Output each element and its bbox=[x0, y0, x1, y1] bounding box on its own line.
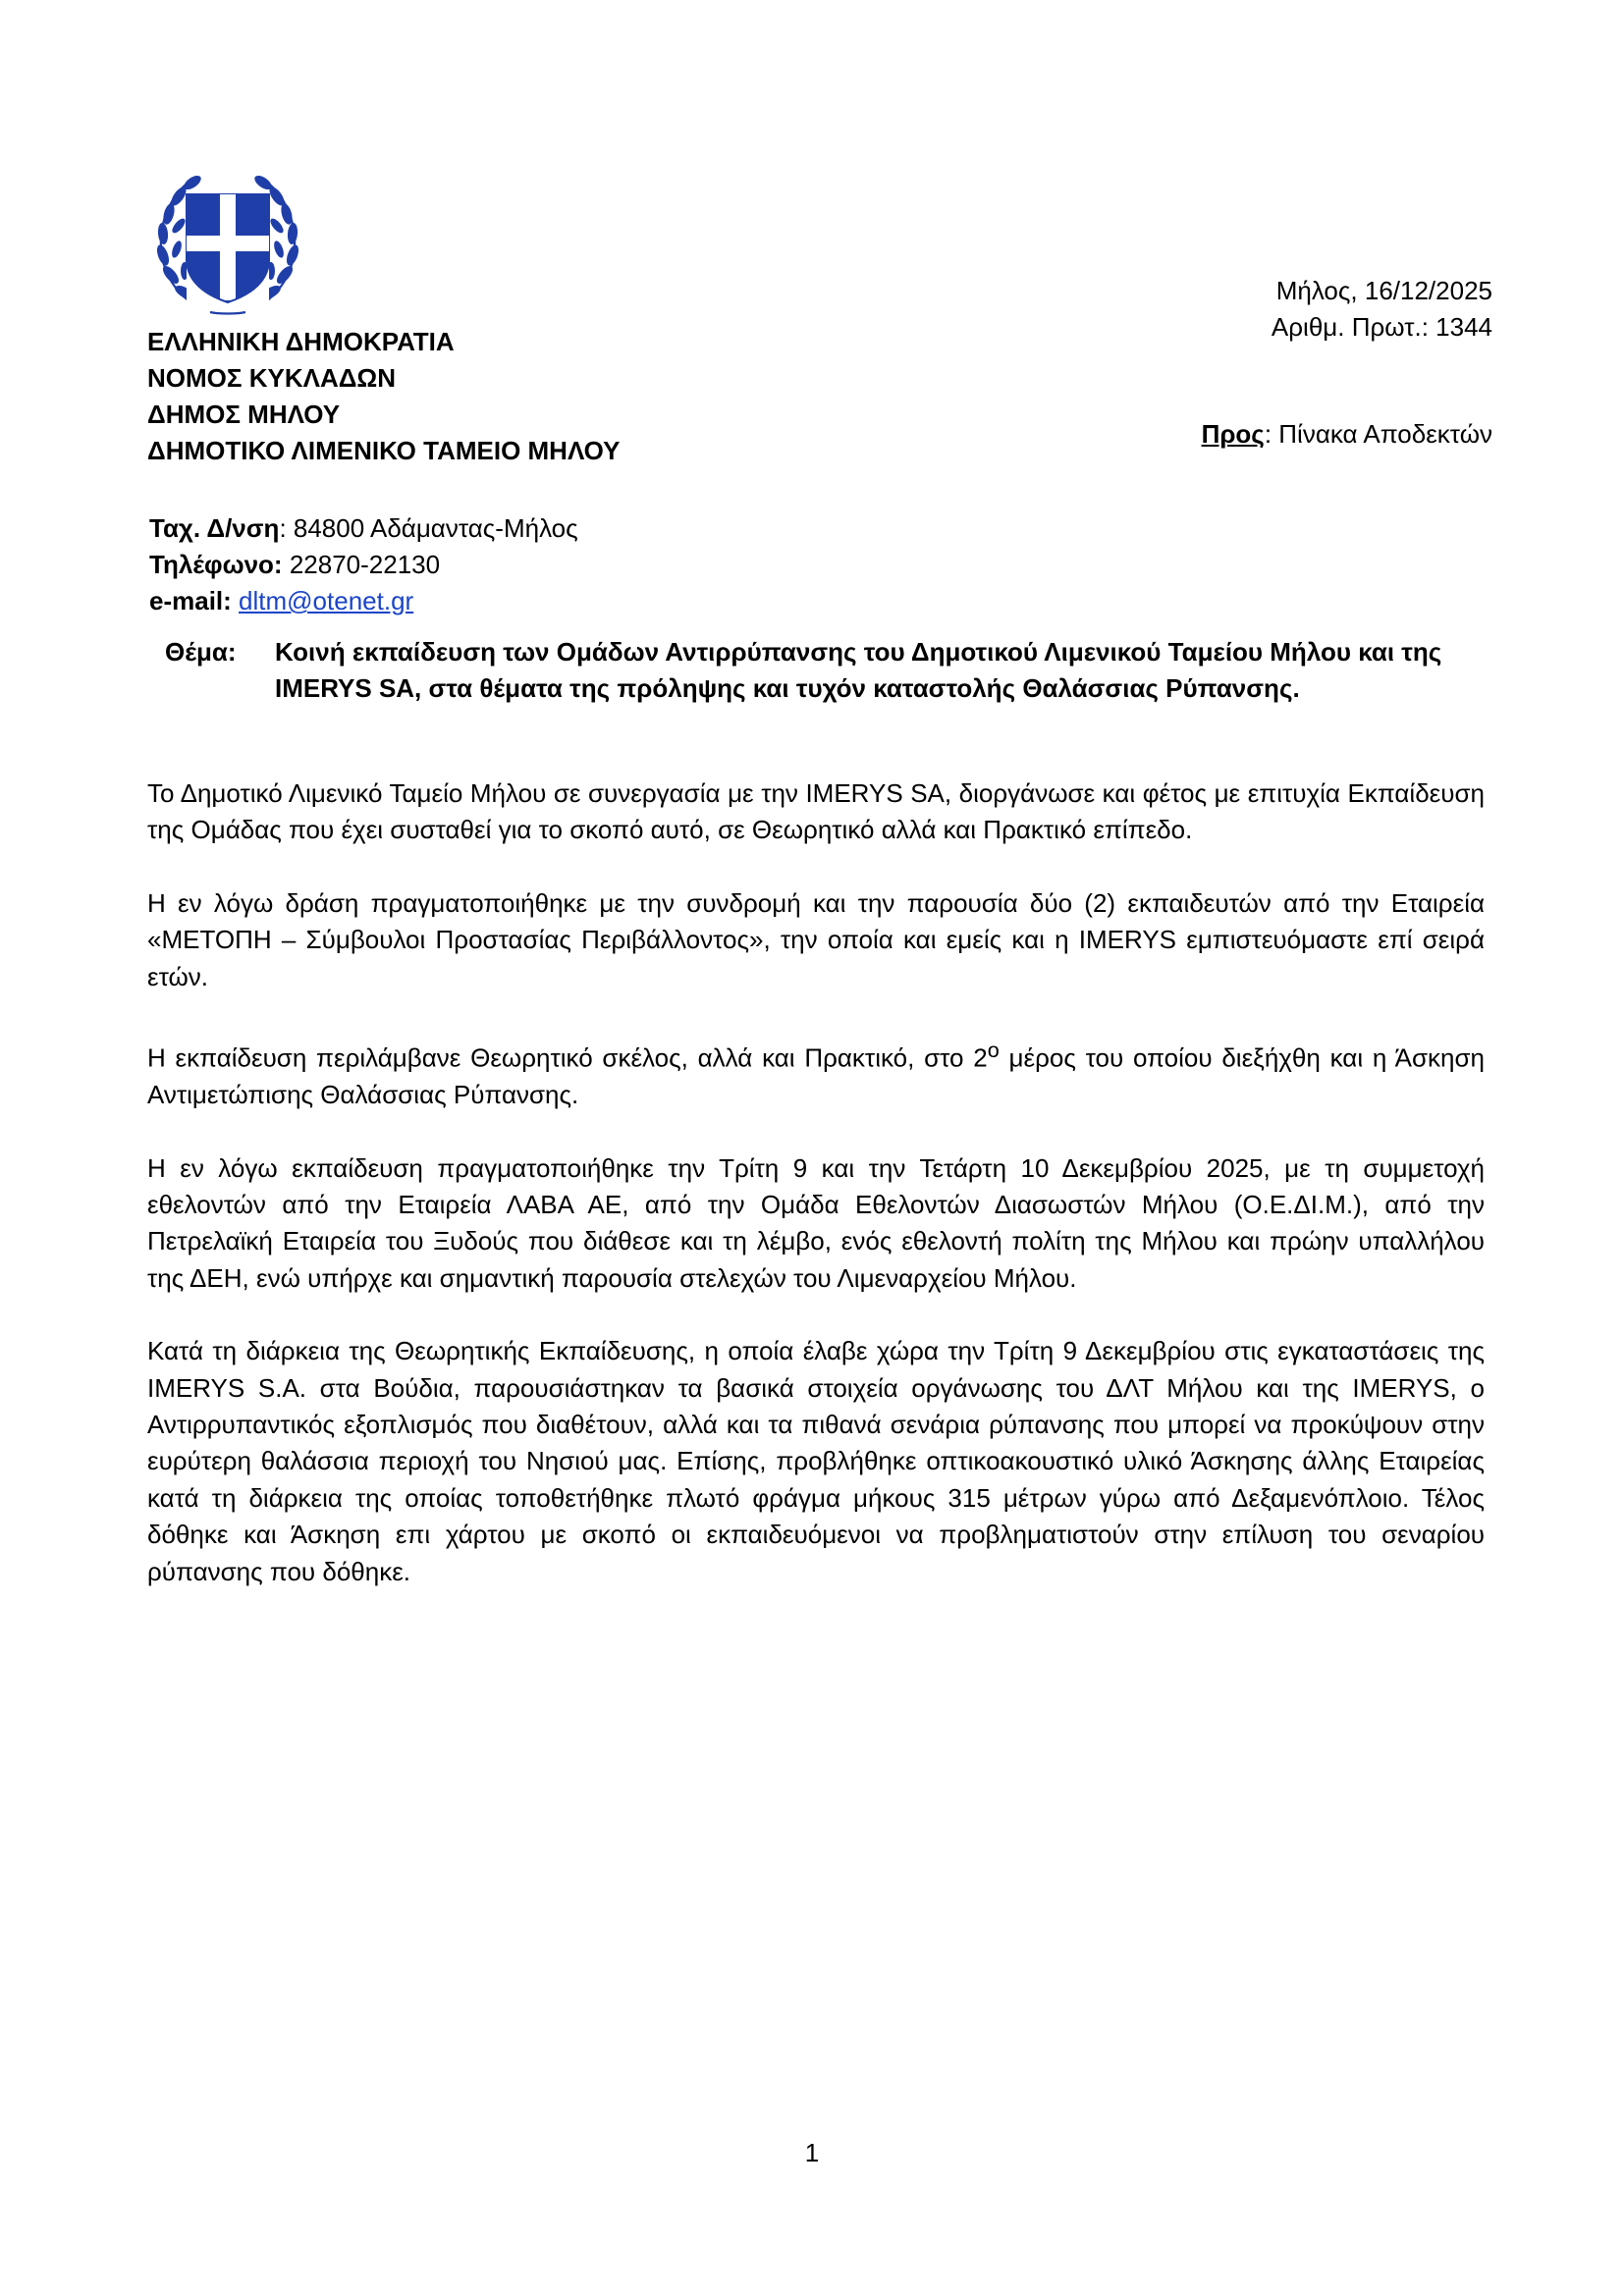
page-number: 1 bbox=[804, 2138, 820, 2167]
place-date: Μήλος, 16/12/2025 bbox=[1275, 276, 1492, 305]
paragraph-3-start: Η εκπαίδευση περιλάμβανε Θεωρητικό σκέλος, αλλά και Πρακτικό, στο 2 bbox=[147, 1042, 988, 1073]
document-meta bbox=[1272, 273, 1492, 346]
protocol-number: Αριθμ. Πρωτ.: 1344 bbox=[1271, 312, 1492, 342]
greek-coat-of-arms-icon bbox=[149, 165, 306, 322]
organization-header bbox=[147, 324, 620, 469]
email-link[interactable]: dltm@otenet.gr bbox=[239, 586, 414, 615]
contact-block bbox=[149, 510, 578, 619]
phone-label: Τηλέφωνο: bbox=[149, 550, 283, 579]
org-line-port-fund: ΔΗΜΟΤΙΚΟ ΛΙΜΕΝΙΚΟ ΤΑΜΕΙΟ ΜΗΛΟΥ bbox=[147, 436, 621, 465]
ordinal-superscript: ο bbox=[987, 1038, 1000, 1063]
body-paragraph-2: Η εν λόγω δράση πραγματοποιήθηκε με την συνδρομή και την παρουσία δύο (2) εκπαιδευτών από την Εταιρεία «ΜΕΤΟΠΗ – Σύμβουλοι Προστασίας Περιβάλλοντος», την οποία και εμείς και η IMERYS εμπιστευόμαστε επί σειρά ετών. bbox=[147, 887, 1485, 991]
document-body bbox=[147, 775, 1485, 1627]
org-line-prefecture: ΝΟΜΟΣ ΚΥΚΛΑΔΩΝ bbox=[147, 363, 397, 393]
org-line-municipality: ΔΗΜΟΣ ΜΗΛΟΥ bbox=[147, 400, 341, 429]
subject-label: Θέμα: bbox=[165, 637, 237, 667]
recipient-label: Προς bbox=[1201, 419, 1265, 449]
body-paragraph-1: Το Δημοτικό Λιμενικό Ταμείο Μήλου σε συνεργασία με την IMERYS SA, διοργάνωσε και φέτος με επιτυχία Εκπαίδευση της Ομάδας που έχει συσταθεί για το σκοπό αυτό, σε Θεωρητικό αλλά και Πρακτικό επίπεδο. bbox=[147, 778, 1485, 845]
body-paragraph-3 bbox=[147, 1032, 1485, 1113]
body-paragraph-5: Κατά τη διάρκεια της Θεωρητικής Εκπαίδευσης, η οποία έλαβε χώρα την Τρίτη 9 Δεκεμβρίου στις εγκαταστάσεις της IMERYS S.A. στα Βούδια, παρουσιάστηκαν τα βασικά στοιχεία οργάνωσης του ΔΛΤ Μήλου και της IMERYS, ο Αντιρρυπαντικός εξοπλισμός που διαθέτουν, αλλά και τα πιθανά σενάρια ρύπανσης που μπορεί να προκύψουν στην ευρύτερη θαλάσσια περιοχή του Νησιού μας. Επίσης, προβλήθηκε οπτικοακουστικό υλικό Άσκησης άλλης Εταιρείας κατά τη διάρκεια της οποίας τοποθετήθηκε πλωτό φράγμα μήκους 315 μέτρων γύρω από Δεξαμενόπλοιο. Τέλος δόθηκε και Άσκηση επι χάρτου με σκοπό οι εκπαιδευόμενοι να προβληματιστούν στην επίλυση του σεναρίου ρύπανσης που δόθηκε. bbox=[147, 1336, 1485, 1586]
phone-value: 22870-22130 bbox=[282, 550, 441, 579]
subject-block bbox=[165, 634, 1481, 707]
address-line bbox=[149, 510, 578, 547]
address-value: : 84800 Αδάμαντας-Μήλος bbox=[279, 513, 578, 543]
body-paragraph-4: Η εν λόγω εκπαίδευση πραγματοποιήθηκε την Τρίτη 9 και την Τετάρτη 10 Δεκεμβρίου 2025, με τη συμμετοχή εθελοντών από την Εταιρεία ΛΑΒΑ ΑΕ, από την Ομάδα Εθελοντών Διασωστών Μήλου (Ο.Ε.ΔΙ.Μ.), από την Πετρελαϊκή Εταιρεία του Ξυδούς που διάθεσε και τη λέμβο, ενός εθελοντή πολίτη της Μήλου και πρώην υπαλλήλου της ΔΕΗ, ενώ υπήρχε και σημαντική παρουσία στελεχών του Λιμεναρχείου Μήλου. bbox=[147, 1152, 1485, 1293]
phone-line bbox=[149, 547, 578, 583]
address-label: Ταχ. Δ/νση bbox=[149, 513, 280, 543]
recipient-line bbox=[1202, 419, 1492, 450]
recipient-value: : Πίνακα Αποδεκτών bbox=[1264, 419, 1492, 449]
org-line-republic: ΕΛΛΗΝΙΚΗ ΔΗΜΟΚΡΑΤΙΑ bbox=[147, 327, 455, 356]
subject-text: Κοινή εκπαίδευση των Ομάδων Αντιρρύπανσης του Δημοτικού Λιμενικού Ταμείου Μήλου και της IMERYS SA, στα θέματα της πρόληψης και τυχόν καταστολής Θαλάσσιας Ρύπανσης. bbox=[275, 637, 1442, 703]
email-line bbox=[149, 583, 578, 619]
email-label: e-mail: bbox=[149, 586, 232, 615]
paragraph-3-end: μέρος του οποίου διεξήχθη και η Άσκηση Αντιμετώπισης Θαλάσσιας Ρύπανσης. bbox=[147, 1042, 1486, 1110]
